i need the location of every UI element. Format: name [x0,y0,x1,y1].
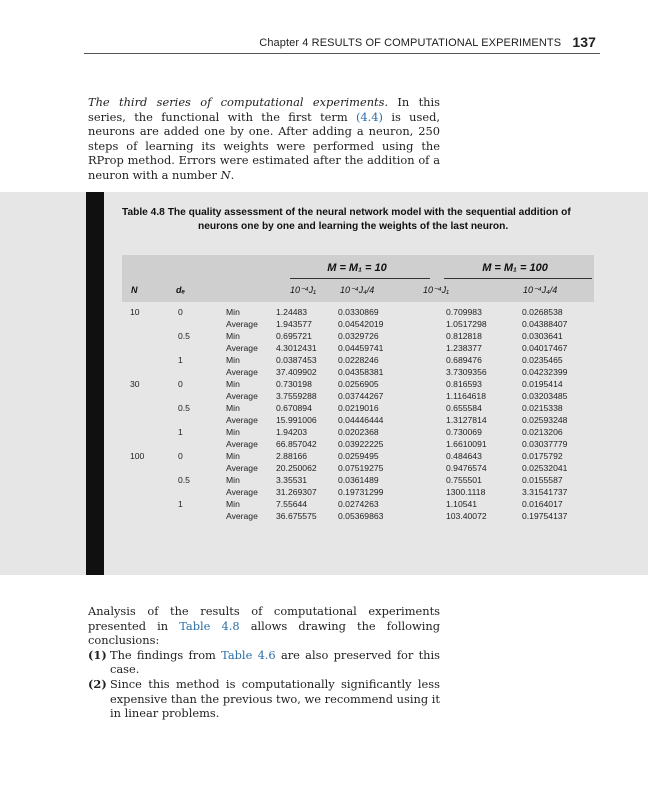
table-cell: 0.9476574 [446,463,487,473]
table-cell: 0.0256905 [338,379,379,389]
table-cell: 0.0164017 [522,499,563,509]
table-cell: 1300.1118 [446,487,486,497]
table-ref-link[interactable]: Table 4.6 [221,647,276,662]
table-cell: 1.943577 [276,319,312,329]
table-cell: 0.655584 [446,403,482,413]
table-cell: 0.03922225 [338,439,384,449]
col-header-n: N [131,285,138,295]
col-header-j4-m100: 10⁻⁴J₄/4 [523,285,558,295]
table-cell: 0.5 [178,475,190,485]
table-cell: 0.670894 [276,403,312,413]
table-cell: Min [226,379,240,389]
table-cell: 1.10541 [446,499,478,509]
col-header-j4-m10: 10⁻⁴J₄/4 [340,285,375,295]
table-cell: 100 [130,451,145,461]
table-row [0,463,648,475]
table-body [0,307,648,523]
section-title: RESULTS OF COMPUTATIONAL EXPERIMENTS [311,37,562,49]
table-cell: 0.695721 [276,331,312,341]
table-cell: 0.03203485 [522,391,568,401]
table-row [0,475,648,487]
table-cell: 10 [130,307,140,317]
col-header-de: dₑ [176,285,186,295]
table-cell: 0.816593 [446,379,482,389]
col-header-j1-m10: 10⁻⁴J₁ [290,285,316,295]
table-cell: 0.04358381 [338,367,384,377]
table-row [0,331,648,343]
table-cell: 0.0361489 [338,475,379,485]
variable-n: N [220,167,231,182]
table-cell: 3.31541737 [522,487,568,497]
table-cell: 0.02593248 [522,415,568,425]
table-cell: Average [226,391,258,401]
table-cell: 1 [178,427,183,437]
table-cell: Min [226,427,240,437]
table-cell: 0.05369863 [338,511,384,521]
table-cell: 0 [178,307,183,317]
table-cell: 30 [130,379,140,389]
table-row [0,487,648,499]
group-header-m10: M = M₁ = 10 [327,262,387,274]
group-rule-m10 [290,278,430,279]
table-cell: 0.812818 [446,331,482,341]
table-cell: 3.7309356 [446,367,487,377]
table-cell: 1.6610091 [446,439,487,449]
table-cell: 36.675575 [276,511,317,521]
table-cell: 0.0235465 [522,355,563,365]
table-cell: Average [226,439,258,449]
table-cell: 0.04446444 [338,415,384,425]
table-cell: 0.04388407 [522,319,568,329]
table-cell: 1.3127814 [446,415,487,425]
table-cell: 0.0175792 [522,451,563,461]
table-cell: 0.03744267 [338,391,384,401]
table-row [0,511,648,523]
table-row [0,355,648,367]
table-cell: 7.55644 [276,499,308,509]
table-cell: 0.19731299 [338,487,384,497]
table-cell: 0.0330869 [338,307,379,317]
table-cell: 0.04232399 [522,367,568,377]
table-cell: 0.5 [178,331,190,341]
running-head [0,34,596,50]
table-cell: Average [226,487,258,497]
table-row [0,403,648,415]
table-cell: Min [226,475,240,485]
conclusion-item: (1) The findings from Table 4.6 are also preserved for this case. [88,647,440,677]
table-row [0,451,648,463]
table-cell: 0.0259495 [338,451,379,461]
table-cell: 0.19754137 [522,511,568,521]
table-row [0,367,648,379]
col-header-j1-m100: 10⁻⁴J₁ [423,285,449,295]
table-caption-label: Table 4.8 [122,207,165,218]
table-cell: 1.0517298 [446,319,487,329]
table-caption [122,206,596,233]
table-cell: 0.0268538 [522,307,563,317]
table-row [0,343,648,355]
table-cell: Average [226,463,258,473]
table-cell: 0.03037779 [522,439,568,449]
table-cell: 0.0228246 [338,355,379,365]
table-cell: Min [226,403,240,413]
table-cell: 1.238377 [446,343,482,353]
table-cell: 37.409902 [276,367,317,377]
table-row [0,319,648,331]
table-cell: Average [226,511,258,521]
table-cell: 3.7559288 [276,391,317,401]
table-cell: 4.3012431 [276,343,317,353]
table-cell: 0.04542019 [338,319,384,329]
table-cell: 66.857042 [276,439,317,449]
table-row [0,391,648,403]
table-row [0,415,648,427]
table-cell: 1.1164618 [446,391,486,401]
table-cell: 1 [178,499,183,509]
table-cell: 0.755501 [446,475,482,485]
table-cell: 3.35531 [276,475,308,485]
table-row [0,379,648,391]
table-cell: 0.0219016 [338,403,379,413]
group-header-m100: M = M₁ = 100 [482,262,548,274]
intro-paragraph: The third series of computational experiments. In this series, the functional with the first term (4.4) is used, neurons are added one by one. After adding a neuron, 250 steps of learning its weights were performed using the RProp method. Errors were estimated after the addition of a neuron with a number N. [88,95,440,182]
table-cell: Min [226,307,240,317]
table-cell: 15.991006 [276,415,317,425]
table-cell: 31.269307 [276,487,317,497]
table-cell: 0.07519275 [338,463,384,473]
table-cell: 0 [178,451,183,461]
table-cell: 0.484643 [446,451,482,461]
table-cell: Min [226,331,240,341]
table-row [0,499,648,511]
table-cell: 1.94203 [276,427,308,437]
table-cell: 0.0202368 [338,427,379,437]
conclusion-label: (2) [88,676,107,691]
page-number: 137 [572,34,596,50]
table-cell: 0.730198 [276,379,312,389]
table-cell: 0.0195414 [522,379,563,389]
table-cell: Min [226,355,240,365]
table-cell: 0.0213206 [522,427,563,437]
analysis-paragraph: Analysis of the results of computational experiments presented in Table 4.8 allows drawing the following conclusions: [88,604,440,648]
table-row [0,307,648,319]
table-cell: Average [226,367,258,377]
table-cell: 0.5 [178,403,190,413]
table-ref-link[interactable]: Table 4.8 [179,618,240,633]
table-cell: 0.709983 [446,307,482,317]
group-rule-m100 [444,278,592,279]
table-cell: 0.0329726 [338,331,379,341]
table-row [0,427,648,439]
table-cell: 2.88166 [276,451,308,461]
table-cell: 20.250062 [276,463,317,473]
equation-ref-link[interactable]: (4.4) [355,109,383,124]
table-caption-line2: neurons one by one and learning the weights of the last neuron. [198,220,509,232]
table-cell: Min [226,451,240,461]
table-cell: 0.0303641 [522,331,563,341]
analysis-section [88,604,440,721]
chapter-label: Chapter 4 [259,37,309,49]
conclusion-item: (2) Since this method is computationally significantly less expensive than the previous two, we recommend using it in linear problems. [88,676,440,721]
table-cell: 0.0155587 [522,475,563,485]
header-rule [84,53,600,54]
table-cell: Average [226,415,258,425]
table-cell: 0.04017467 [522,343,568,353]
table-cell: 0.689476 [446,355,482,365]
table-cell: 0.730069 [446,427,482,437]
table-cell: 0 [178,379,183,389]
table-cell: 0.0215338 [522,403,563,413]
table-caption-line1: The quality assessment of the neural network model with the sequential addition of [167,207,571,218]
table-cell: Average [226,319,258,329]
table-cell: 0.0387453 [276,355,317,365]
table-cell: 0.02532041 [522,463,568,473]
table-row [0,439,648,451]
conclusion-label: (1) [88,647,107,662]
table-cell: Average [226,343,258,353]
intro-lead: The third series of computational experiments. [88,95,389,109]
table-cell: Min [226,499,240,509]
table-cell: 0.04459741 [338,343,384,353]
table-cell: 103.40072 [446,511,487,521]
table-cell: 1.24483 [276,307,308,317]
table-cell: 1 [178,355,183,365]
table-cell: 0.0274263 [338,499,379,509]
